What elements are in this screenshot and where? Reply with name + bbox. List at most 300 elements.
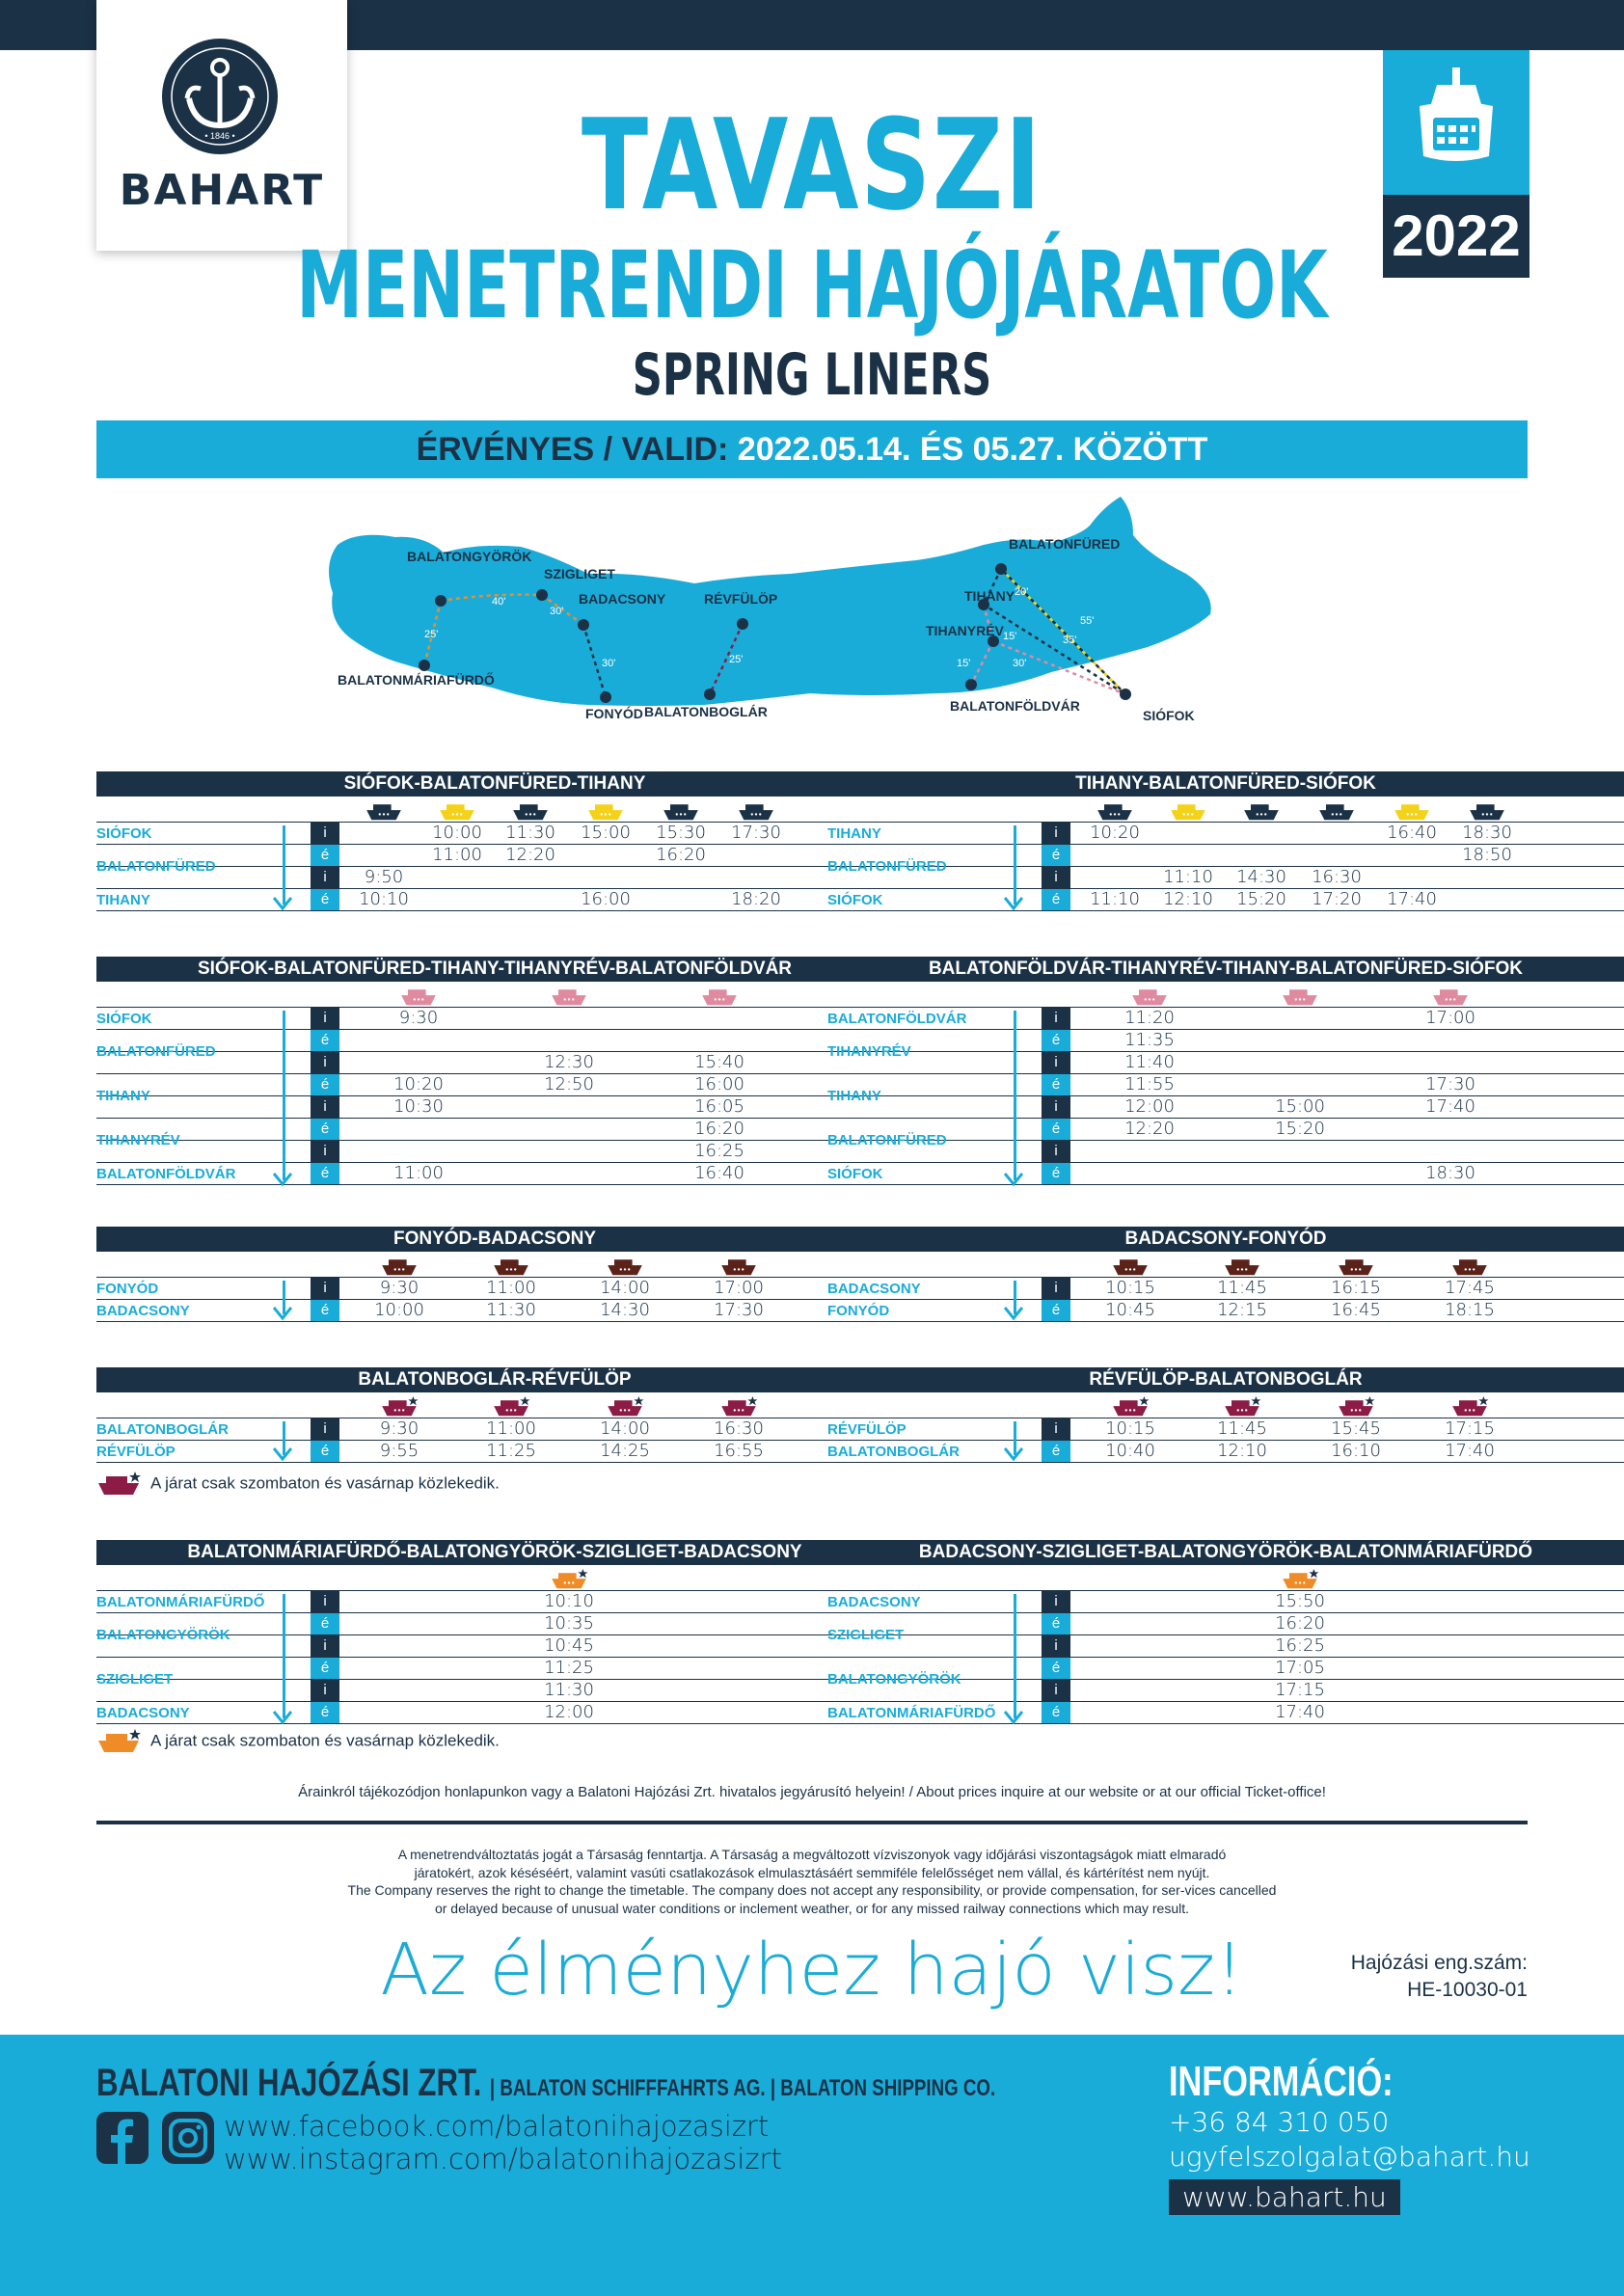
stop-name: SIÓFOK <box>827 1166 883 1182</box>
stop-name: BADACSONY <box>827 1594 921 1610</box>
info-title: INFORMÁCIÓ: <box>1169 2058 1394 2105</box>
svg-text:30': 30' <box>602 658 616 669</box>
departure-time: 11:45 <box>1217 1418 1267 1439</box>
departure-time: 16:40 <box>1387 823 1437 843</box>
ship-icons-row <box>827 1565 1624 1590</box>
ship-icon <box>1317 800 1356 820</box>
weekend-ship-icon <box>1223 1396 1261 1416</box>
direction-arrow-icon <box>273 1307 292 1320</box>
timetable-tihany-siofok <box>827 771 1624 911</box>
departure-time: 11:35 <box>1124 1030 1175 1050</box>
svg-text:SIÓFOK: SIÓFOK <box>1143 708 1195 723</box>
table-row <box>96 1590 893 1613</box>
table-row <box>96 1658 893 1688</box>
arrival-badge: é <box>311 889 339 910</box>
ship-icon <box>1468 800 1506 820</box>
svg-text:20': 20' <box>1015 586 1029 598</box>
table-row <box>96 1074 893 1104</box>
departure-time: 16:20 <box>694 1119 744 1139</box>
timetable-title: BADACSONY-FONYÓD <box>827 1227 1624 1252</box>
ship-icons-row <box>96 1392 893 1418</box>
departure-badge: i <box>1042 867 1070 888</box>
weekend-ship-icon <box>1111 1396 1150 1416</box>
departure-time: 16:15 <box>1331 1278 1381 1298</box>
departure-time: 18:20 <box>731 889 781 909</box>
timetable-title: TIHANY-BALATONFÜRED-SIÓFOK <box>827 771 1624 797</box>
departure-time: 11:45 <box>1217 1278 1267 1298</box>
timetable-title: FONYÓD-BADACSONY <box>96 1227 893 1252</box>
route-line <box>1014 1594 1016 1718</box>
timetable-title: BALATONBOGLÁR-RÉVFÜLÖP <box>96 1367 893 1392</box>
table-row <box>827 1096 1624 1119</box>
departure-time: 10:45 <box>1105 1300 1155 1320</box>
ship-icon <box>1450 1256 1489 1275</box>
instagram-link[interactable]: www.instagram.com/balatonihajozasizrt <box>224 2143 782 2175</box>
departure-time: 10:00 <box>374 1300 424 1320</box>
table-row <box>96 1635 893 1658</box>
stop-name: BALATONFÜRED <box>96 1043 216 1060</box>
svg-text:15': 15' <box>1003 631 1017 642</box>
departure-time: 12:50 <box>544 1074 594 1094</box>
departure-time: 16:45 <box>1331 1300 1381 1320</box>
table-row <box>827 1635 1624 1658</box>
table-row <box>96 1277 893 1300</box>
svg-text:BALATONFÖLDVÁR: BALATONFÖLDVÁR <box>950 698 1080 714</box>
ship-icons-row <box>827 982 1624 1007</box>
departure-badge: i <box>311 1278 339 1299</box>
departure-time: 16:25 <box>694 1141 744 1161</box>
arrival-badge: é <box>1042 1702 1070 1723</box>
departure-time: 16:25 <box>1275 1635 1325 1656</box>
departure-badge: i <box>311 823 339 844</box>
timetable-title: SIÓFOK-BALATONFÜRED-TIHANY-TIHANYRÉV-BALATONFÖLDVÁR <box>96 957 893 982</box>
arrival-badge: é <box>311 1300 339 1321</box>
table-row <box>827 1074 1624 1104</box>
departure-time: 9:30 <box>379 1278 420 1298</box>
validity-bar <box>96 420 1528 478</box>
departure-time: 11:25 <box>544 1658 594 1678</box>
departure-time: 10:15 <box>1105 1278 1155 1298</box>
stop-name: TIHANYRÉV <box>96 1132 180 1148</box>
weekend-ship-icon <box>1450 1396 1489 1416</box>
table-row <box>96 889 893 911</box>
ship-icon <box>399 986 438 1005</box>
departure-time: 10:30 <box>393 1096 444 1117</box>
title-tavaszi: TAVASZI <box>581 92 1043 238</box>
ship-icon <box>700 986 739 1005</box>
svg-text:30': 30' <box>550 606 564 617</box>
table-row <box>827 822 1624 845</box>
timetable-title: SIÓFOK-BALATONFÜRED-TIHANY <box>96 771 893 797</box>
departure-time: 10:40 <box>1105 1441 1155 1461</box>
timetable-balatonfoldvar-siofok <box>827 957 1624 1185</box>
departure-badge: i <box>1042 1008 1070 1029</box>
disclaimer-line-3: The Company reserves the right to change the timetable. The company does not accept any responsibility, or provide compensation, for ser-vices cancelled <box>347 1882 1277 1898</box>
direction-arrow-icon <box>1004 1173 1023 1186</box>
departure-time: 17:30 <box>714 1300 764 1320</box>
arrival-badge: é <box>311 1163 339 1184</box>
table-row <box>827 1658 1624 1688</box>
separator <box>96 1821 1528 1824</box>
weekend-ship-icon <box>96 1472 141 1497</box>
table-row <box>827 1441 1624 1463</box>
table-row <box>827 1163 1624 1185</box>
ship-icon <box>737 800 775 820</box>
weekend-ship-icon <box>550 1569 588 1588</box>
ship-icon <box>365 800 403 820</box>
direction-arrow-icon <box>1004 1447 1023 1461</box>
disclaimer-line-1: A menetrendváltoztatás jogát a Társaság fenntartja. A Társaság a megváltozott vízviszonyok vagy időjárási viszontagságok miatt elmaradó <box>397 1847 1227 1862</box>
departure-time: 18:30 <box>1425 1163 1475 1183</box>
departure-badge: i <box>311 1141 339 1162</box>
svg-text:TIHANYRÉV: TIHANYRÉV <box>926 623 1004 638</box>
stop-name: SIÓFOK <box>96 1011 152 1027</box>
timetable-revfulop-balatonboglar <box>827 1367 1624 1463</box>
table-row <box>827 1007 1624 1030</box>
title-spring-liners: SPRING LINERS <box>632 341 992 409</box>
svg-text:25': 25' <box>729 654 744 665</box>
facebook-link[interactable]: www.facebook.com/balatonihajozasizrt <box>224 2110 770 2143</box>
ship-icons-row <box>827 1252 1624 1277</box>
svg-text:BALATONBOGLÁR: BALATONBOGLÁR <box>644 704 768 719</box>
departure-time: 17:40 <box>1387 889 1437 909</box>
email[interactable]: ugyfelszolgalat@bahart.hu <box>1169 2141 1530 2173</box>
table-row <box>827 1590 1624 1613</box>
table-row <box>827 1277 1624 1300</box>
table-row <box>96 1052 893 1074</box>
departure-time: 17:20 <box>1312 889 1362 909</box>
table-row <box>96 1096 893 1119</box>
stop-name: SIÓFOK <box>827 892 883 908</box>
departure-time: 17:00 <box>1425 1008 1475 1028</box>
departure-time: 11:00 <box>486 1278 536 1298</box>
svg-text:25': 25' <box>424 629 439 640</box>
stop-name: TIHANY <box>96 892 150 908</box>
table-row <box>827 1052 1624 1074</box>
timetable-badacsony-balatonmariafurdo <box>827 1540 1624 1724</box>
departure-badge: i <box>311 1591 339 1612</box>
weekend-note-text: A járat csak szombaton és vasárnap közlekedik. <box>150 1473 500 1493</box>
ship-icons-row <box>96 1565 893 1590</box>
ship-icon <box>1337 1256 1375 1275</box>
departure-time: 14:30 <box>1236 867 1286 887</box>
departure-time: 12:00 <box>544 1702 594 1722</box>
disclaimer <box>241 1846 1383 1917</box>
svg-text:15': 15' <box>957 658 971 669</box>
direction-arrow-icon <box>1004 1307 1023 1320</box>
table-row <box>827 1418 1624 1441</box>
stop-name: BALATONGYÖRÖK <box>96 1627 230 1643</box>
departure-time: 11:00 <box>486 1418 536 1439</box>
ship-icon <box>1393 800 1431 820</box>
svg-text:FONYÓD: FONYÓD <box>585 706 643 721</box>
registration-number <box>1351 1950 1528 2004</box>
departure-badge: i <box>1042 1141 1070 1162</box>
departure-time: 18:30 <box>1462 823 1512 843</box>
departure-badge: i <box>311 867 339 888</box>
svg-text:BALATONMÁRIAFÜRDŐ: BALATONMÁRIAFÜRDŐ <box>338 672 495 688</box>
departure-time: 17:30 <box>1425 1074 1475 1094</box>
departure-time: 14:30 <box>600 1300 650 1320</box>
table-row <box>827 845 1624 875</box>
weekend-ship-icon-orange <box>96 1729 141 1754</box>
timetable-title: BALATONMÁRIAFÜRDŐ-BALATONGYÖRÖK-SZIGLIGET-BADACSONY <box>96 1540 893 1565</box>
departure-badge: i <box>1042 823 1070 844</box>
title-menetrendi: MENETRENDI HAJÓJÁRATOK <box>296 231 1328 339</box>
stop-name: BALATONFÖLDVÁR <box>96 1166 236 1182</box>
departure-badge: i <box>1042 1278 1070 1299</box>
departure-badge: i <box>1042 1680 1070 1701</box>
table-row <box>96 845 893 875</box>
ship-icons-row <box>96 1252 893 1277</box>
departure-badge: i <box>1042 1418 1070 1440</box>
departure-badge: i <box>311 1008 339 1029</box>
ship-icon <box>492 1256 530 1275</box>
departure-time: 10:10 <box>544 1591 594 1611</box>
prices-note: Árainkról tájékozódjon honlapunkon vagy a Balatoni Hajózási Zrt. hivatalos jegyárusító helyein! / About prices inquire at our website or at our official Ticket-office! <box>298 1784 1326 1800</box>
stop-name: BALATONFÜRED <box>827 858 947 875</box>
ship-icon <box>1096 800 1134 820</box>
timetable-title: BADACSONY-SZIGLIGET-BALATONGYÖRÖK-BALATONMÁRIAFÜRDŐ <box>827 1540 1624 1565</box>
weekend-ship-icon <box>719 1396 758 1416</box>
departure-time: 11:30 <box>486 1300 536 1320</box>
departure-time: 17:40 <box>1425 1096 1475 1117</box>
validity-value: 2022.05.14. ÉS 05.27. KÖZÖTT <box>737 431 1208 468</box>
stop-name: BALATONGYÖRÖK <box>827 1671 961 1688</box>
table-row <box>96 1163 893 1185</box>
table-row <box>96 1300 893 1322</box>
departure-time: 15:40 <box>694 1052 744 1072</box>
departure-time: 11:10 <box>1163 867 1213 887</box>
ship-icon <box>1431 986 1470 1005</box>
stop-name: FONYÓD <box>827 1303 890 1319</box>
disclaimer-line-2: járatokért, azok késéséért, valamint vasúti csatlakozások elmulasztásáért semmiféle felelősséget nem vállal, és kártérítést nem nyújt. <box>414 1864 1210 1880</box>
stop-name: SZIGLIGET <box>827 1627 905 1643</box>
departure-time: 15:50 <box>1275 1591 1325 1611</box>
departure-time: 15:20 <box>1236 889 1286 909</box>
ship-icon <box>1130 986 1169 1005</box>
lake-balaton-map <box>318 487 1302 728</box>
ship-icon <box>1242 800 1281 820</box>
ship-icon <box>550 986 588 1005</box>
stop-name: SZIGLIGET <box>96 1671 174 1688</box>
departure-time: 10:45 <box>544 1635 594 1656</box>
arrival-badge: é <box>1042 1300 1070 1321</box>
route-line <box>1014 825 1016 905</box>
footer <box>0 2035 1624 2296</box>
table-row <box>96 1418 893 1441</box>
departure-time: 11:30 <box>544 1680 594 1700</box>
departure-time: 12:10 <box>1217 1441 1267 1461</box>
weekend-ship-icon <box>606 1396 644 1416</box>
departure-time: 17:40 <box>1275 1702 1325 1722</box>
departure-time: 12:20 <box>505 845 555 865</box>
route-line <box>283 1594 285 1718</box>
website-link[interactable]: www.bahart.hu <box>1169 2179 1400 2215</box>
departure-time: 16:40 <box>694 1163 744 1183</box>
arrival-badge: é <box>311 1613 339 1634</box>
stop-name: BALATONFÜRED <box>827 1132 947 1148</box>
direction-arrow-icon <box>1004 1711 1023 1724</box>
stop-name: FONYÓD <box>96 1281 159 1297</box>
departure-time: 17:30 <box>731 823 781 843</box>
route-line <box>283 825 285 905</box>
logo-wordmark: BAHART <box>119 166 325 215</box>
departure-badge: i <box>311 1418 339 1440</box>
ship-icons-row <box>96 797 893 822</box>
validity-label: ÉRVÉNYES / VALID: <box>416 431 729 468</box>
departure-badge: i <box>1042 1635 1070 1657</box>
svg-text:40': 40' <box>492 596 506 608</box>
departure-time: 10:10 <box>359 889 409 909</box>
direction-arrow-icon <box>273 897 292 910</box>
ship-icon <box>1169 800 1207 820</box>
departure-badge: i <box>311 1680 339 1701</box>
departure-time: 18:50 <box>1462 845 1512 865</box>
departure-time: 16:30 <box>1312 867 1362 887</box>
departure-badge: i <box>311 1096 339 1118</box>
departure-time: 16:20 <box>656 845 706 865</box>
ship-icon <box>438 800 476 820</box>
stop-name: BALATONMÁRIAFÜRDŐ <box>96 1594 265 1610</box>
svg-text:RÉVFÜLÖP: RÉVFÜLÖP <box>704 591 778 607</box>
arrival-badge: é <box>311 845 339 866</box>
ship-icon <box>586 800 625 820</box>
table-row <box>96 1141 893 1163</box>
timetable-title: BALATONFÖLDVÁR-TIHANYRÉV-TIHANY-BALATONFÜRED-SIÓFOK <box>827 957 1624 982</box>
stop-name: RÉVFÜLÖP <box>96 1444 176 1460</box>
direction-arrow-icon <box>273 1711 292 1724</box>
departure-time: 12:15 <box>1217 1300 1267 1320</box>
ship-icon <box>719 1256 758 1275</box>
arrival-badge: é <box>311 1074 339 1095</box>
direction-arrow-icon <box>273 1173 292 1186</box>
departure-time: 11:20 <box>1124 1008 1175 1028</box>
svg-text:BALATONFÜRED: BALATONFÜRED <box>1009 536 1121 552</box>
ship-icon <box>511 800 550 820</box>
year-label: 2022 <box>1383 195 1529 278</box>
direction-arrow-icon <box>1004 897 1023 910</box>
weekend-ship-icon <box>1337 1396 1375 1416</box>
timetable-fonyod-badacsony <box>96 1227 893 1322</box>
arrival-badge: é <box>1042 1030 1070 1051</box>
ship-icons-row <box>96 982 893 1007</box>
departure-time: 11:00 <box>393 1163 444 1183</box>
timetable-siofok-tihany <box>96 771 893 911</box>
departure-time: 10:35 <box>544 1613 594 1634</box>
departure-time: 16:05 <box>694 1096 744 1117</box>
arrival-badge: é <box>1042 845 1070 866</box>
route-line <box>1014 1011 1016 1180</box>
departure-time: 16:00 <box>581 889 631 909</box>
departure-time: 16:10 <box>1331 1441 1381 1461</box>
departure-time: 9:55 <box>379 1441 420 1461</box>
arrival-badge: é <box>1042 1613 1070 1634</box>
departure-time: 11:10 <box>1090 889 1140 909</box>
table-row <box>827 1030 1624 1060</box>
departure-time: 14:00 <box>600 1278 650 1298</box>
svg-text:BADACSONY: BADACSONY <box>579 591 666 607</box>
departure-time: 14:25 <box>600 1441 650 1461</box>
svg-text:BALATONGYÖRÖK: BALATONGYÖRÖK <box>407 549 532 564</box>
departure-time: 11:40 <box>1124 1052 1175 1072</box>
company-en: | BALATON SHIPPING CO. <box>770 2075 996 2101</box>
direction-arrow-icon <box>273 1447 292 1461</box>
phone[interactable]: +36 84 310 050 <box>1169 2106 1390 2138</box>
timetable-siofok-balatonfoldvar <box>96 957 893 1185</box>
table-row <box>827 889 1624 911</box>
weekend-note-2 <box>96 1729 500 1754</box>
arrival-badge: é <box>311 1658 339 1679</box>
departure-time: 17:40 <box>1445 1441 1495 1461</box>
departure-time: 11:55 <box>1124 1074 1175 1094</box>
departure-time: 10:15 <box>1105 1418 1155 1439</box>
departure-time: 9:30 <box>379 1418 420 1439</box>
departure-time: 11:00 <box>432 845 482 865</box>
ship-icon <box>606 1256 644 1275</box>
table-row <box>827 1119 1624 1148</box>
departure-time: 15:00 <box>581 823 631 843</box>
arrival-badge: é <box>1042 889 1070 910</box>
company-de: | BALATON SCHIFFFAHRTS AG. <box>489 2075 766 2101</box>
stop-name: RÉVFÜLÖP <box>827 1421 907 1438</box>
table-row <box>96 1702 893 1724</box>
arrival-badge: é <box>1042 1074 1070 1095</box>
arrival-badge: é <box>1042 1163 1070 1184</box>
departure-time: 12:20 <box>1124 1119 1175 1139</box>
route-line <box>283 1011 285 1180</box>
reg-label: Hajózási eng.szám: <box>1350 1952 1528 1974</box>
departure-time: 17:15 <box>1445 1418 1495 1439</box>
departure-time: 11:25 <box>486 1441 536 1461</box>
departure-time: 17:45 <box>1445 1278 1495 1298</box>
instagram-icon[interactable] <box>162 2112 214 2164</box>
slogan: Az élményhez hajó visz! <box>380 1929 1244 2012</box>
svg-text:30': 30' <box>1013 658 1027 669</box>
table-row <box>827 1680 1624 1702</box>
departure-time: 12:00 <box>1124 1096 1175 1117</box>
ship-icon <box>1223 1256 1261 1275</box>
stop-name: TIHANY <box>96 1088 150 1104</box>
departure-time: 15:45 <box>1331 1418 1381 1439</box>
departure-time: 16:20 <box>1275 1613 1325 1634</box>
weekend-note-text-2: A járat csak szombaton és vasárnap közlekedik. <box>150 1731 500 1750</box>
departure-time: 10:20 <box>393 1074 444 1094</box>
stop-name: BADACSONY <box>96 1303 190 1319</box>
table-row <box>827 1613 1624 1643</box>
stop-name: TIHANY <box>827 1088 881 1104</box>
table-row <box>96 822 893 845</box>
weekend-ship-icon <box>492 1396 530 1416</box>
departure-time: 11:30 <box>505 823 555 843</box>
table-row <box>96 867 893 889</box>
ship-icon <box>662 800 700 820</box>
table-row <box>827 1300 1624 1322</box>
departure-time: 9:30 <box>398 1008 439 1028</box>
departure-time: 16:00 <box>694 1074 744 1094</box>
departure-badge: i <box>1042 1052 1070 1073</box>
arrival-badge: é <box>311 1119 339 1140</box>
arrival-badge: é <box>311 1441 339 1462</box>
table-row <box>827 1141 1624 1163</box>
departure-time: 10:00 <box>432 823 482 843</box>
table-row <box>827 867 1624 889</box>
stop-name: SIÓFOK <box>96 825 152 842</box>
departure-time: 17:05 <box>1275 1658 1325 1678</box>
facebook-icon[interactable] <box>96 2112 149 2164</box>
weekend-note <box>96 1472 500 1497</box>
stop-name: BALATONBOGLÁR <box>96 1421 229 1438</box>
